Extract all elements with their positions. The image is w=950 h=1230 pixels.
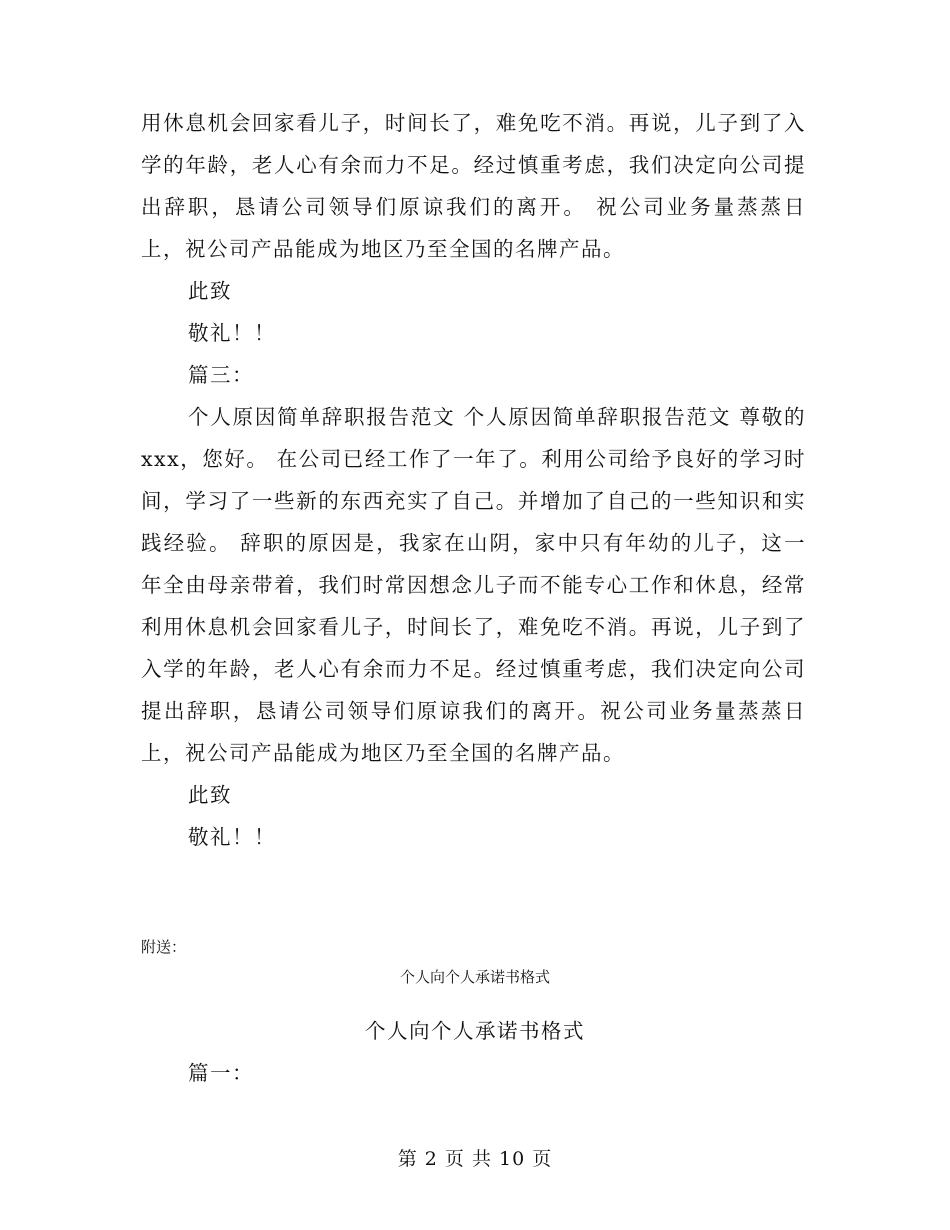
closing-regards-2: 敬礼！！ (188, 825, 276, 849)
paragraph-resignation-letter: 个人原因简单辞职报告范文 个人原因简单辞职报告范文 尊敬的xxx，您好。 在公司已经工作了一年了。利用公司给予良好的学习时间，学习了一些新的东西充实了自己。并增加了自己的一些知识和实践经验。 辞职的原因是，我家在山阴，家中只有年幼的儿子，这一年全由母亲带着，我们时常因想念儿子而不能专心工作和休息，经常利用休息机会回家看儿子，时间长了，难免吃不消。再说，儿子到了入学的年龄，老人心有余而力不足。经过慎重考虑，我们决定向公司提出辞职，恳请公司领导们原谅我们的离开。祝公司业务量蒸蒸日上，祝公司产品能成为地区乃至全国的名牌产品。 (141, 405, 806, 765)
closing-salutation-2: 此致 (188, 783, 232, 807)
paragraph-continued: 用休息机会回家看儿子，时间长了，难免吃不消。再说，儿子到了入学的年龄，老人心有余而力不足。经过慎重考虑，我们决定向公司提出辞职，恳请公司领导们原谅我们的离开。 祝公司业务量蒸蒸日上，祝公司产品能成为地区乃至全国的名牌产品。 (141, 111, 806, 261)
page-number-footer: 第 2 页 共 10 页 (397, 1148, 553, 1170)
document-body (141, 102, 806, 858)
appendix-label: 附送： (141, 938, 187, 956)
closing-salutation: 此致 (188, 279, 232, 303)
section-heading-part1: 篇一： (188, 1061, 254, 1085)
section-heading-part3: 篇三： (188, 363, 254, 387)
appendix-title: 个人向个人承诺书格式 (365, 1019, 585, 1043)
closing-regards: 敬礼！！ (188, 321, 276, 345)
appendix-small-title: 个人向个人承诺书格式 (399, 968, 550, 986)
